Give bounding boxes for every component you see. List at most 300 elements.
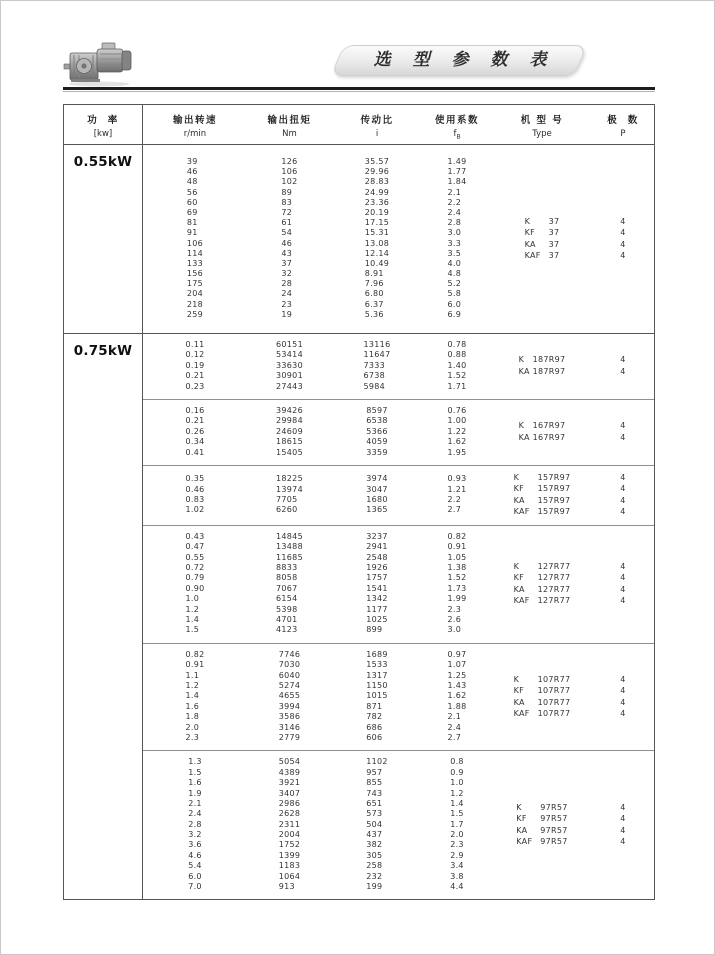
- ratio-value: 504: [366, 819, 383, 829]
- rpm-value: 259: [186, 309, 204, 319]
- factor-values: [447, 157, 466, 320]
- model-series: K: [513, 674, 520, 684]
- ratio-value: 782: [366, 712, 383, 722]
- torque-value: 24609: [276, 426, 303, 436]
- torque-values: [276, 340, 303, 392]
- factor-value: 2.7: [447, 505, 462, 515]
- factor-value: 2.4: [447, 207, 462, 217]
- poles-value: 4: [620, 802, 626, 812]
- ratio-value: 2941: [366, 542, 388, 552]
- rpm-value: 0.41: [185, 447, 205, 457]
- factor-value: 0.97: [447, 649, 467, 659]
- torque-value: 19: [281, 309, 293, 319]
- model-series: KF: [524, 228, 536, 237]
- column-rpm: [143, 472, 247, 518]
- factor-value: 1.73: [447, 583, 467, 593]
- torque-value: 4655: [278, 691, 301, 701]
- type-values: [516, 802, 567, 848]
- ratio-value: 6538: [366, 416, 388, 426]
- model-series: KAF: [513, 596, 530, 606]
- rpm-value: 0.43: [185, 531, 205, 541]
- model-series: K: [513, 561, 520, 571]
- model-name: K 157R97: [513, 472, 571, 482]
- poles-value: 4: [620, 228, 626, 237]
- factor-value: 5.2: [447, 279, 462, 289]
- poles-values: [620, 802, 625, 848]
- model-name: KAF 127R77: [513, 596, 571, 606]
- ratio-block: [143, 525, 654, 643]
- torque-value: 6260: [276, 505, 298, 515]
- factor-value: 2.3: [450, 840, 464, 850]
- poles-values: [620, 472, 625, 518]
- rpm-value: 133: [186, 258, 204, 268]
- torque-value: 4389: [278, 767, 301, 777]
- rpm-values: [185, 532, 204, 636]
- model-series: KA: [518, 366, 530, 376]
- rpm-value: 1.02: [185, 505, 205, 515]
- factor-value: 0.91: [447, 542, 467, 552]
- ratio-value: 8597: [366, 405, 388, 415]
- ratio-value: 24.99: [364, 187, 390, 197]
- torque-value: 7705: [276, 494, 298, 504]
- poles-value: 4: [620, 814, 626, 824]
- ratio-block: [143, 750, 654, 899]
- poles-value: 4: [620, 573, 626, 583]
- torque-values: [276, 406, 303, 458]
- rpm-value: 3.6: [188, 840, 202, 850]
- rpm-value: 0.46: [185, 484, 205, 494]
- torque-value: 3146: [278, 722, 301, 732]
- poles-value: 4: [620, 432, 626, 442]
- factor-value: 2.2: [447, 494, 462, 504]
- column-type: [492, 157, 592, 320]
- rpm-value: 4.6: [188, 850, 202, 860]
- model-name: K 127R77: [513, 561, 571, 571]
- ratio-value: 743: [366, 788, 383, 798]
- rpm-value: 60: [186, 197, 198, 207]
- ratio-value: 17.15: [364, 218, 390, 228]
- header-rule-thick-line: [63, 87, 655, 90]
- rpm-value: 81: [186, 218, 198, 228]
- torque-value: 6040: [278, 670, 301, 680]
- torque-value: 33630: [276, 360, 303, 370]
- column-rpm: [143, 157, 247, 320]
- ratio-value: 20.19: [364, 207, 390, 217]
- ratio-value: 2548: [366, 552, 388, 562]
- rpm-value: 0.47: [185, 542, 205, 552]
- poles-value: 4: [620, 239, 626, 249]
- factor-values: [447, 340, 466, 392]
- factor-values: [447, 650, 466, 744]
- column-type: [492, 472, 592, 518]
- rpm-value: 6.0: [188, 871, 202, 881]
- ratio-value: 8.91: [364, 269, 384, 279]
- factor-value: 1.25: [447, 670, 467, 680]
- column-torque: [247, 340, 332, 392]
- ratio-value: 3237: [366, 531, 388, 541]
- rpm-values: [185, 406, 204, 458]
- factor-value: 4.8: [447, 269, 462, 279]
- rpm-value: 91: [186, 228, 198, 238]
- model-series: K: [524, 216, 531, 226]
- ratio-value: 855: [366, 778, 383, 788]
- factor-value: 2.1: [447, 187, 462, 197]
- factor-value: 6.9: [447, 309, 462, 319]
- rpm-value: 1.1: [185, 670, 200, 680]
- model-name: KF 127R77: [513, 573, 571, 583]
- factor-value: 0.76: [447, 405, 467, 415]
- column-rpm: [143, 757, 247, 892]
- ratio-value: 15.31: [364, 228, 390, 238]
- rpm-value: 0.19: [185, 360, 205, 370]
- table-header: [64, 105, 654, 145]
- header-power-unit: [kw]: [93, 129, 113, 139]
- rpm-value: 3.2: [188, 830, 202, 840]
- torque-value: 53414: [276, 350, 303, 360]
- header-power: [64, 105, 143, 144]
- ratio-value: 1025: [366, 615, 388, 625]
- torque-value: 3407: [278, 788, 301, 798]
- torque-value: 60151: [276, 340, 303, 349]
- type-values: [519, 420, 566, 443]
- model-name: KAF 97R57: [516, 837, 568, 847]
- torque-value: 8833: [276, 563, 298, 573]
- column-torque: [247, 472, 332, 518]
- factor-value: 1.00: [447, 416, 467, 426]
- table-section: [64, 333, 654, 899]
- model-name: KA 37: [524, 239, 560, 249]
- ratio-value: 1102: [366, 757, 388, 767]
- ratio-value: 5366: [366, 426, 388, 436]
- rpm-value: 218: [186, 299, 204, 309]
- torque-values: [279, 757, 301, 892]
- header-ratio-zh: 传动比: [360, 115, 394, 126]
- factor-values: [447, 532, 466, 636]
- torque-value: 27443: [276, 381, 303, 391]
- torque-value: 30901: [276, 371, 303, 381]
- table-section: [64, 145, 654, 333]
- gearmotor-photo-icon: [63, 38, 137, 88]
- rpm-value: 1.5: [188, 767, 202, 777]
- factor-value: 1.5: [450, 809, 464, 819]
- column-factor: [422, 157, 492, 320]
- header-rule-thin-line: [63, 91, 655, 92]
- header-torque: [247, 105, 332, 144]
- ratio-value: 437: [366, 830, 383, 840]
- ratio-values: [366, 474, 388, 516]
- poles-value: 4: [620, 216, 626, 226]
- header-type-unit: Type: [532, 129, 552, 139]
- model-name: KAF 107R77: [513, 709, 571, 719]
- torque-value: 61: [281, 218, 293, 228]
- rpm-value: 1.0: [185, 594, 200, 604]
- model-name: K 107R77: [513, 674, 571, 684]
- model-series: KA: [516, 825, 528, 835]
- model-series: K: [516, 802, 522, 812]
- factor-value: 3.8: [450, 871, 464, 881]
- column-poles: [592, 532, 654, 636]
- rpm-value: 106: [186, 238, 204, 248]
- ratio-value: 6738: [363, 371, 386, 381]
- header-rpm-unit: r/min: [183, 129, 207, 139]
- header-poles-unit: P: [620, 129, 626, 139]
- model-name: KF 107R77: [513, 686, 571, 696]
- ratio-value: 1926: [366, 563, 388, 573]
- rpm-value: 1.4: [185, 691, 200, 701]
- ratio-block: [143, 465, 654, 525]
- rpm-value: 2.8: [188, 819, 202, 829]
- column-poles: [592, 157, 654, 320]
- rpm-values: [185, 650, 204, 744]
- factor-value: 2.6: [447, 615, 462, 625]
- poles-value: 4: [620, 507, 626, 517]
- factor-value: 1.21: [447, 484, 467, 494]
- column-torque: [247, 157, 332, 320]
- poles-values: [620, 561, 625, 607]
- page-title: 选 型 参 数 表: [373, 50, 555, 70]
- factor-value: 0.93: [447, 474, 467, 484]
- ratio-value: 4059: [366, 437, 388, 447]
- torque-value: 46: [281, 238, 293, 248]
- rpm-value: 0.91: [185, 660, 205, 670]
- rpm-values: [185, 474, 204, 516]
- title-banner: [337, 45, 581, 76]
- header-rpm: [143, 105, 247, 144]
- torque-value: 18615: [276, 437, 303, 447]
- column-factor: [422, 757, 492, 892]
- torque-value: 23: [281, 299, 293, 309]
- poles-values: [620, 420, 625, 443]
- ratio-value: 1342: [366, 594, 388, 604]
- ratio-value: 686: [366, 722, 383, 732]
- torque-value: 37: [281, 258, 293, 268]
- header-torque-unit: Nm: [282, 129, 297, 139]
- factor-value: 2.1: [447, 712, 462, 722]
- model-series: KAF: [513, 709, 530, 719]
- ratio-values: [364, 340, 391, 392]
- ratio-value: 6.80: [364, 289, 384, 299]
- ratio-value: 35.57: [364, 157, 390, 166]
- poles-values: [620, 216, 625, 262]
- factor-value: 2.9: [450, 850, 464, 860]
- ratio-value: 1541: [366, 583, 388, 593]
- column-factor: [422, 532, 492, 636]
- header-service-factor: [422, 105, 492, 144]
- factor-value: 1.84: [447, 177, 467, 187]
- ratio-block: [143, 643, 654, 751]
- torque-value: 2779: [278, 732, 301, 742]
- model-series: KF: [513, 573, 525, 583]
- rpm-value: 69: [186, 207, 198, 217]
- header-type-zh: 机 型 号: [520, 115, 564, 126]
- model-name: K 167R97: [518, 421, 566, 431]
- torque-value: 3994: [278, 701, 301, 711]
- header-ratio-unit: i: [375, 129, 379, 139]
- ratio-value: 23.36: [364, 197, 390, 207]
- rpm-value: 7.0: [188, 882, 202, 892]
- ratio-value: 28.83: [364, 177, 390, 187]
- poles-value: 4: [620, 366, 626, 376]
- rpm-value: 0.90: [185, 583, 205, 593]
- rpm-value: 204: [186, 289, 204, 299]
- torque-value: 18225: [276, 474, 303, 484]
- factor-value: 5.8: [447, 289, 462, 299]
- type-values: [514, 472, 571, 518]
- torque-value: 106: [281, 167, 298, 177]
- ratio-value: 899: [366, 625, 383, 635]
- torque-value: 13974: [276, 484, 303, 494]
- ratio-value: 1317: [366, 670, 388, 680]
- column-factor: [422, 472, 492, 518]
- torque-value: 14845: [276, 531, 303, 541]
- factor-value: 1.4: [450, 798, 464, 808]
- poles-value: 4: [620, 596, 626, 606]
- rpm-value: 114: [186, 248, 204, 258]
- type-values: [514, 561, 571, 607]
- ratio-value: 1015: [366, 691, 388, 701]
- torque-value: 72: [281, 207, 293, 217]
- rpm-value: 56: [186, 187, 198, 197]
- torque-value: 11685: [276, 552, 303, 562]
- ratio-value: 199: [366, 882, 383, 892]
- torque-value: 54: [281, 228, 293, 238]
- model-name: KF 97R57: [516, 814, 568, 824]
- ratio-block: [143, 399, 654, 465]
- column-torque: [247, 406, 332, 458]
- torque-value: 126: [281, 157, 298, 166]
- rpm-value: 0.72: [185, 563, 205, 573]
- rpm-value: 0.12: [185, 350, 205, 360]
- factor-value: 1.52: [447, 371, 467, 381]
- rpm-values: [187, 157, 203, 320]
- torque-value: 39426: [276, 405, 303, 415]
- header-rpm-zh: 输出转速: [172, 115, 217, 126]
- column-ratio: [332, 340, 422, 392]
- rpm-value: 0.26: [185, 426, 205, 436]
- factor-value: 1.0: [450, 778, 464, 788]
- column-rpm: [143, 340, 247, 392]
- ratio-value: 13.08: [364, 238, 390, 248]
- factor-value: 1.7: [450, 819, 464, 829]
- rpm-value: 1.8: [185, 712, 200, 722]
- column-torque: [247, 650, 332, 744]
- model-series: K: [518, 421, 525, 431]
- model-name: KA 167R97: [518, 432, 566, 442]
- torque-value: 3586: [278, 712, 301, 722]
- ratio-value: 1150: [366, 680, 388, 690]
- factor-value: 3.5: [447, 248, 462, 258]
- rpm-value: 1.4: [185, 615, 200, 625]
- column-ratio: [332, 757, 422, 892]
- torque-value: 15405: [276, 447, 303, 457]
- rpm-value: 175: [186, 279, 204, 289]
- factor-value: 1.95: [447, 447, 467, 457]
- poles-value: 4: [620, 709, 626, 719]
- rpm-value: 156: [186, 269, 204, 279]
- ratio-block: [143, 334, 654, 399]
- rpm-value: 2.3: [185, 732, 200, 742]
- torque-value: 3921: [278, 778, 301, 788]
- torque-value: 89: [281, 187, 293, 197]
- ratio-value: 1689: [366, 649, 388, 659]
- factor-value: 3.0: [447, 228, 462, 238]
- model-series: KF: [516, 814, 527, 824]
- rpm-value: 5.4: [188, 861, 202, 871]
- torque-value: 2628: [278, 809, 301, 819]
- ratio-value: 7.96: [364, 279, 384, 289]
- model-series: KF: [513, 686, 525, 696]
- rpm-value: 0.11: [185, 340, 205, 349]
- poles-value: 4: [620, 837, 626, 847]
- ratio-value: 11647: [363, 350, 391, 360]
- section-blocks: [143, 334, 654, 899]
- torque-value: 32: [281, 269, 293, 279]
- rpm-value: 1.5: [185, 625, 200, 635]
- torque-value: 6154: [276, 594, 298, 604]
- torque-values: [281, 157, 297, 320]
- column-type: [492, 406, 592, 458]
- model-name: K 97R57: [516, 802, 568, 812]
- torque-value: 2004: [278, 830, 301, 840]
- rpm-value: 48: [186, 177, 198, 187]
- column-ratio: [332, 650, 422, 744]
- column-rpm: [143, 650, 247, 744]
- ratio-value: 3974: [366, 474, 388, 484]
- ratio-value: 5.36: [364, 309, 384, 319]
- factor-value: 1.77: [447, 167, 467, 177]
- ratio-value: 957: [366, 767, 383, 777]
- poles-values: [620, 674, 625, 720]
- factor-value: 1.05: [447, 552, 467, 562]
- column-ratio: [332, 157, 422, 320]
- ratio-value: 606: [366, 732, 383, 742]
- ratio-value: 6.37: [364, 299, 384, 309]
- header-poles: [592, 105, 654, 144]
- torque-value: 1752: [278, 840, 301, 850]
- torque-value: 5274: [278, 680, 301, 690]
- selection-table: [63, 104, 655, 900]
- factor-value: 1.2: [450, 788, 464, 798]
- factor-value: 2.7: [447, 732, 462, 742]
- torque-values: [279, 650, 301, 744]
- factor-value: 2.3: [447, 604, 462, 614]
- rpm-value: 0.16: [185, 405, 205, 415]
- factor-value: 2.2: [447, 197, 462, 207]
- torque-value: 2311: [278, 819, 301, 829]
- factor-value: 1.88: [447, 701, 467, 711]
- factor-values: [450, 757, 464, 892]
- rpm-value: 46: [186, 167, 198, 177]
- rpm-value: 0.79: [185, 573, 205, 583]
- header-power-zh: 功 率: [87, 115, 119, 126]
- poles-value: 4: [620, 825, 626, 835]
- power-label: 0.75kW: [64, 334, 143, 899]
- rpm-value: 2.4: [188, 809, 202, 819]
- factor-value: 1.99: [447, 594, 467, 604]
- factor-value: 1.38: [447, 563, 467, 573]
- poles-value: 4: [620, 697, 626, 707]
- ratio-value: 258: [366, 861, 383, 871]
- column-type: [492, 532, 592, 636]
- poles-value: 4: [620, 355, 626, 365]
- factor-values: [447, 406, 466, 458]
- model-name: KA 187R97: [518, 366, 566, 376]
- poles-value: 4: [620, 584, 626, 594]
- ratio-value: 7333: [363, 360, 386, 370]
- column-poles: [592, 406, 654, 458]
- rpm-values: [185, 340, 204, 392]
- rpm-value: 1.6: [188, 778, 202, 788]
